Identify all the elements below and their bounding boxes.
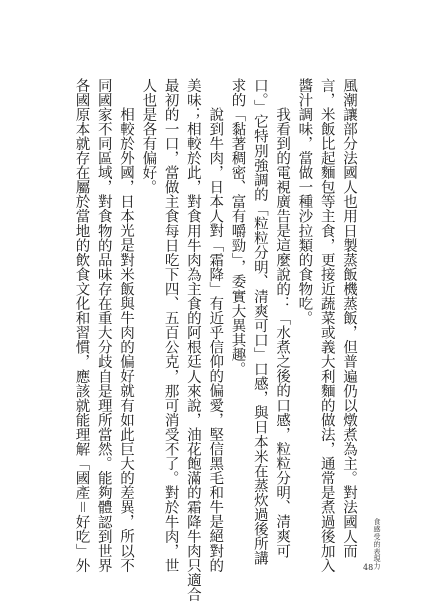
text-line: 言，米飯比起麵包等主食，更接近蔬菜或義大利麵的做法，通常是煮過後加入 [318,78,335,573]
text-line: 醬汁調味，當做一種沙拉類的食物吃。 [296,78,313,326]
text-line: 我看到的電視廣告是這麼說的：「水煮之後的口感，粒粒分明、清爽可 [274,107,291,559]
text-line: 相較於外國，日本光是對米飯與牛肉的偏好就有如此巨大的差異，所以不 [118,107,135,573]
running-footer-title: 食感受的表現力 [373,518,381,570]
text-line: 求的「黏著稠密、富有嚼勁」，委實大異其趣。 [229,78,246,377]
text-line: 人也是各有偏好。 [140,78,157,195]
text-line: 各國原本就存在屬於當地的飲食文化和習慣，應該就能理解「國產＝好吃」外 [73,78,90,573]
text-line: 風潮讓部分法國人也用日製蒸飯機蒸飯，但普遍仍以燉煮為主。對法國人而 [341,78,357,559]
paragraph-2 [226,78,293,566]
paragraph-3 [137,78,226,602]
text-line: 同國家不同區域，對食物的品味存在重大分歧自是理所當然。能夠體認到世界 [95,78,112,573]
body-text [70,78,360,602]
text-line: 美味；相較於此，對食用牛肉為主食的阿根廷人來說，油花飽滿的霜降牛肉只適合 [184,78,201,602]
text-line: 說到牛肉，日本人對「霜降」有近乎信仰的偏愛，堅信黑毛和牛是絕對的 [207,107,224,573]
page-number: 48 [363,563,374,572]
text-line: 口。」它特別強調的「粒粒分明、清爽可口」口感，與日本米在蒸炊過後所講 [251,78,268,566]
paragraph-4 [70,78,137,573]
text-line: 最初的一口，當做主食每日吃下四、五百公克，那可消受不了。對於牛肉，世 [162,78,179,573]
paragraph-1 [293,78,360,573]
